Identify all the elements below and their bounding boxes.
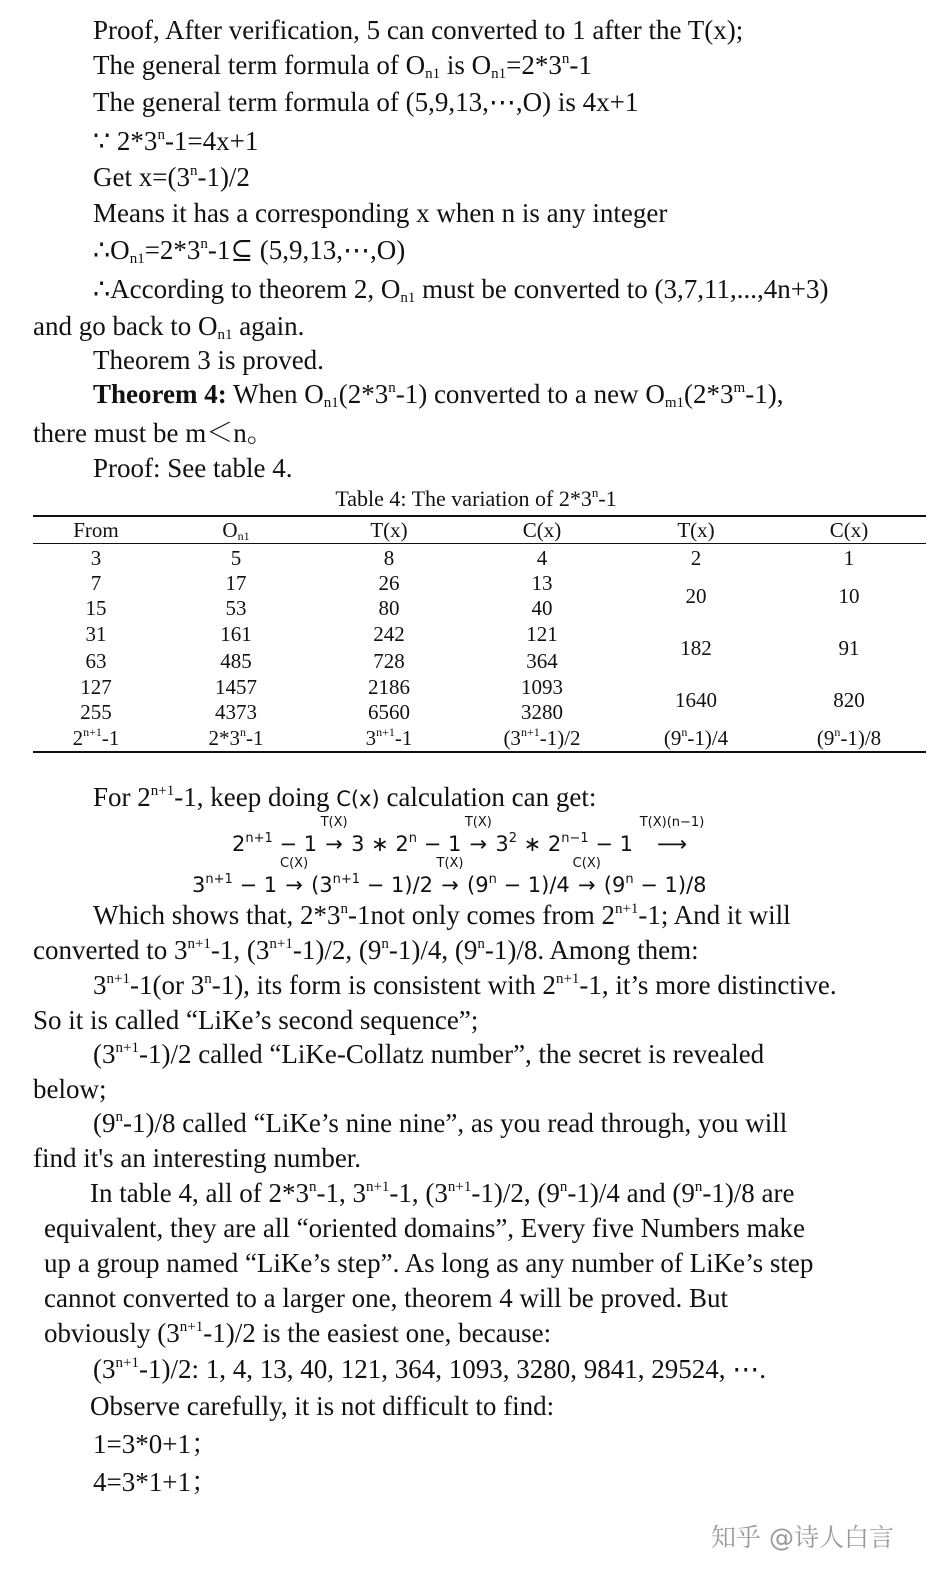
table-4-equivalent-line: In table 4, all of 2*3$^n$-1, $3^{n+1}-1$, $(3^{n+1}-1)/2$, (9$^n$-1)/4 and (9$^n$-1)/8 are	[90, 1178, 795, 1208]
table-cell: 127	[80, 675, 112, 699]
therefore-line-1: $\therefore O_{n1}=2*3^n-1⊆$ (5,9,13,⋯,O)	[93, 235, 406, 267]
equation-1: 1=3*0+1；	[93, 1429, 218, 1459]
table-cell: 53	[225, 596, 247, 620]
table-cell: 5	[230, 546, 242, 570]
means-line: Means it has a corresponding x when n is any integer	[93, 198, 668, 228]
table-header-3: C(x)	[522, 518, 562, 542]
table-header-2: T(x)	[370, 518, 408, 542]
table-header-1: $O_{n1}$	[222, 518, 250, 543]
table-header-5: C(x)	[829, 518, 869, 542]
below-line: below;	[33, 1074, 107, 1104]
distinctive-line: $3^{n+1}-1(or$ 3$^n$-1), its form is consistent with $2^{n+1}-1$, it’s more distinctive.	[93, 970, 837, 1000]
table-cell: 1093	[521, 675, 563, 699]
table-cell: 13	[531, 571, 553, 595]
likes-step-line: up a group named “LiKe’s step”. As long as any number of LiKe’s step	[44, 1248, 814, 1278]
arrow-2-1: C(X) →	[280, 856, 309, 897]
equation-line-1: $2^{n+1} - 1$ T(X) → 3 ∗ $2^n - 1$ T(X) → $3^2$ ∗ $2^{n-1} - 1$ T(X)(n−1) ⟶	[232, 829, 711, 859]
table-header-rule	[33, 543, 926, 544]
proof-line-1: Proof, After verification, 5 can converted to 1 after the T(x);	[93, 15, 744, 45]
table-merged-cell: 10	[838, 584, 860, 608]
table-cell: 31	[85, 622, 107, 646]
proof-see-table: Proof: See table 4.	[93, 453, 293, 483]
table-merged-cell: 1	[843, 546, 855, 570]
easiest-one-line: obviously $(3^{n+1}-1)/2$ is the easiest one, because:	[44, 1318, 552, 1348]
table-cell: 4373	[215, 700, 257, 724]
table-merged-cell: 182	[680, 636, 712, 660]
table-cell: 364	[526, 649, 558, 673]
table-cell: 3280	[521, 700, 563, 724]
table-merged-cell: 2	[690, 546, 702, 570]
table-cell: 7	[90, 571, 102, 595]
table-caption: Table 4: The variation of 2*3$^n$-1	[335, 485, 617, 511]
larger-one-line: cannot converted to a larger one, theorem 4 will be proved. But	[44, 1283, 729, 1313]
general-term-line-2: The general term formula of (5,9,13,⋯,O) is 4x+1	[93, 87, 639, 117]
collatz-number-line: $(3^{n+1}-1)/2$ called “LiKe-Collatz number”, the secret is revealed	[93, 1039, 765, 1069]
table-cell: 63	[85, 649, 107, 673]
nine-nine-line: (9$^n$-1)/8 called “LiKe’s nine nine”, as you read through, you will	[93, 1108, 788, 1138]
general-term-line-1: The general term formula of $O_{n1}$ is $O_{n1}=2*3^n-1$	[93, 50, 592, 82]
oriented-domains-line: equivalent, they are all “oriented domains”, Every five Numbers make	[44, 1213, 805, 1243]
table-formula-cell: $3^{n+1}-1$	[365, 725, 413, 750]
table-cell: 40	[531, 596, 553, 620]
arrow-1-3: T(X)(n−1) ⟶	[639, 815, 705, 856]
table-header-0: From	[73, 518, 119, 542]
table-bottom-rule	[33, 751, 926, 753]
because-line: ∵ $2*3^n-1=4x+1$	[93, 126, 259, 156]
table-header-4: T(x)	[677, 518, 715, 542]
table-cell: 26	[378, 571, 400, 595]
second-sequence-line: So it is called “LiKe’s second sequence”;	[33, 1005, 479, 1035]
table-cell: 728	[373, 649, 405, 673]
get-x-line: Get $x=(3^n-1)/2$	[93, 162, 250, 192]
table-formula-cell: $(3^{n+1}-1)/2$	[503, 725, 581, 750]
table-formula-cell: $2^{n+1}-1$	[72, 725, 120, 750]
table-merged-cell: 820	[833, 688, 865, 712]
table-cell: 17	[225, 571, 247, 595]
table-formula-cell: (9$^n$-1)/4	[663, 725, 729, 750]
interesting-number-line: find it's an interesting number.	[33, 1143, 362, 1173]
table-cell: 485	[220, 649, 252, 673]
equation-4: 4=3*1+1；	[93, 1467, 218, 1497]
table-cell: 15	[85, 596, 107, 620]
observe-line: Observe carefully, it is not difficult to find:	[90, 1391, 555, 1421]
table-formula-cell: (9$^n$-1)/8	[816, 725, 882, 750]
table-merged-cell: 1640	[675, 688, 717, 712]
table-cell: 2186	[368, 675, 410, 699]
equation-line-2: $3^{n+1} - 1$ C(X) → $(3^{n+1} - 1)/2$ T(X) → $(9^n - 1)/4$ C(X) → $(9^n - 1)/8$	[192, 870, 707, 900]
table-cell: 80	[378, 596, 400, 620]
table-formula-cell: 2*3$^n$-1	[208, 725, 264, 750]
arrow-2-2: T(X) →	[436, 856, 464, 897]
shows-line: Which shows that, 2*3$^n$-1not only comes from $2^{n+1}-1$; And it will	[93, 900, 791, 930]
for-line: For $2^{n+1}-1$, keep doing C(x) calculation can get:	[93, 782, 597, 812]
table-cell: 1457	[215, 675, 257, 699]
table-cell: 6560	[368, 700, 410, 724]
theorem-4-conclusion: there must be m＜n。	[33, 418, 274, 448]
table-merged-cell: 20	[685, 584, 707, 608]
theorem-3-proved: Theorem 3 is proved.	[93, 345, 324, 375]
arrow-2-3: C(X) →	[572, 856, 601, 897]
table-cell: 121	[526, 622, 558, 646]
theorem-4-statement: Theorem 4: When $O_{n1}(2*3^n-1)$ converted to a new $O_{m1}(2*3^m-1)$,	[93, 379, 784, 411]
converted-line: converted to $3^{n+1}-1$, $(3^{n+1}-1)/2$, (9$^n$-1)/4, (9$^n$-1)/8. Among them:	[33, 935, 699, 965]
sequence-values-line: $(3^{n+1}-1)/2$: 1, 4, 13, 40, 121, 364, 1093, 3280, 9841, 29524, ⋯.	[93, 1354, 766, 1384]
go-back-line: and go back to $O_{n1}$ again.	[33, 311, 305, 343]
table-cell: 8	[383, 546, 395, 570]
table-merged-cell: 91	[838, 636, 860, 660]
table-cell: 242	[373, 622, 405, 646]
arrow-1-1: T(X) →	[320, 815, 348, 856]
watermark: 知乎 @诗人白言	[711, 1523, 894, 1552]
table-cell: 3	[90, 546, 102, 570]
therefore-line-2: ∴According to theorem 2, $O_{n1}$ must be converted to (3,7,11,...,4n+3)	[93, 274, 829, 306]
table-cell: 4	[536, 546, 548, 570]
arrow-1-2: T(X) →	[464, 815, 492, 856]
table-cell: 161	[220, 622, 252, 646]
table-cell: 255	[80, 700, 112, 724]
